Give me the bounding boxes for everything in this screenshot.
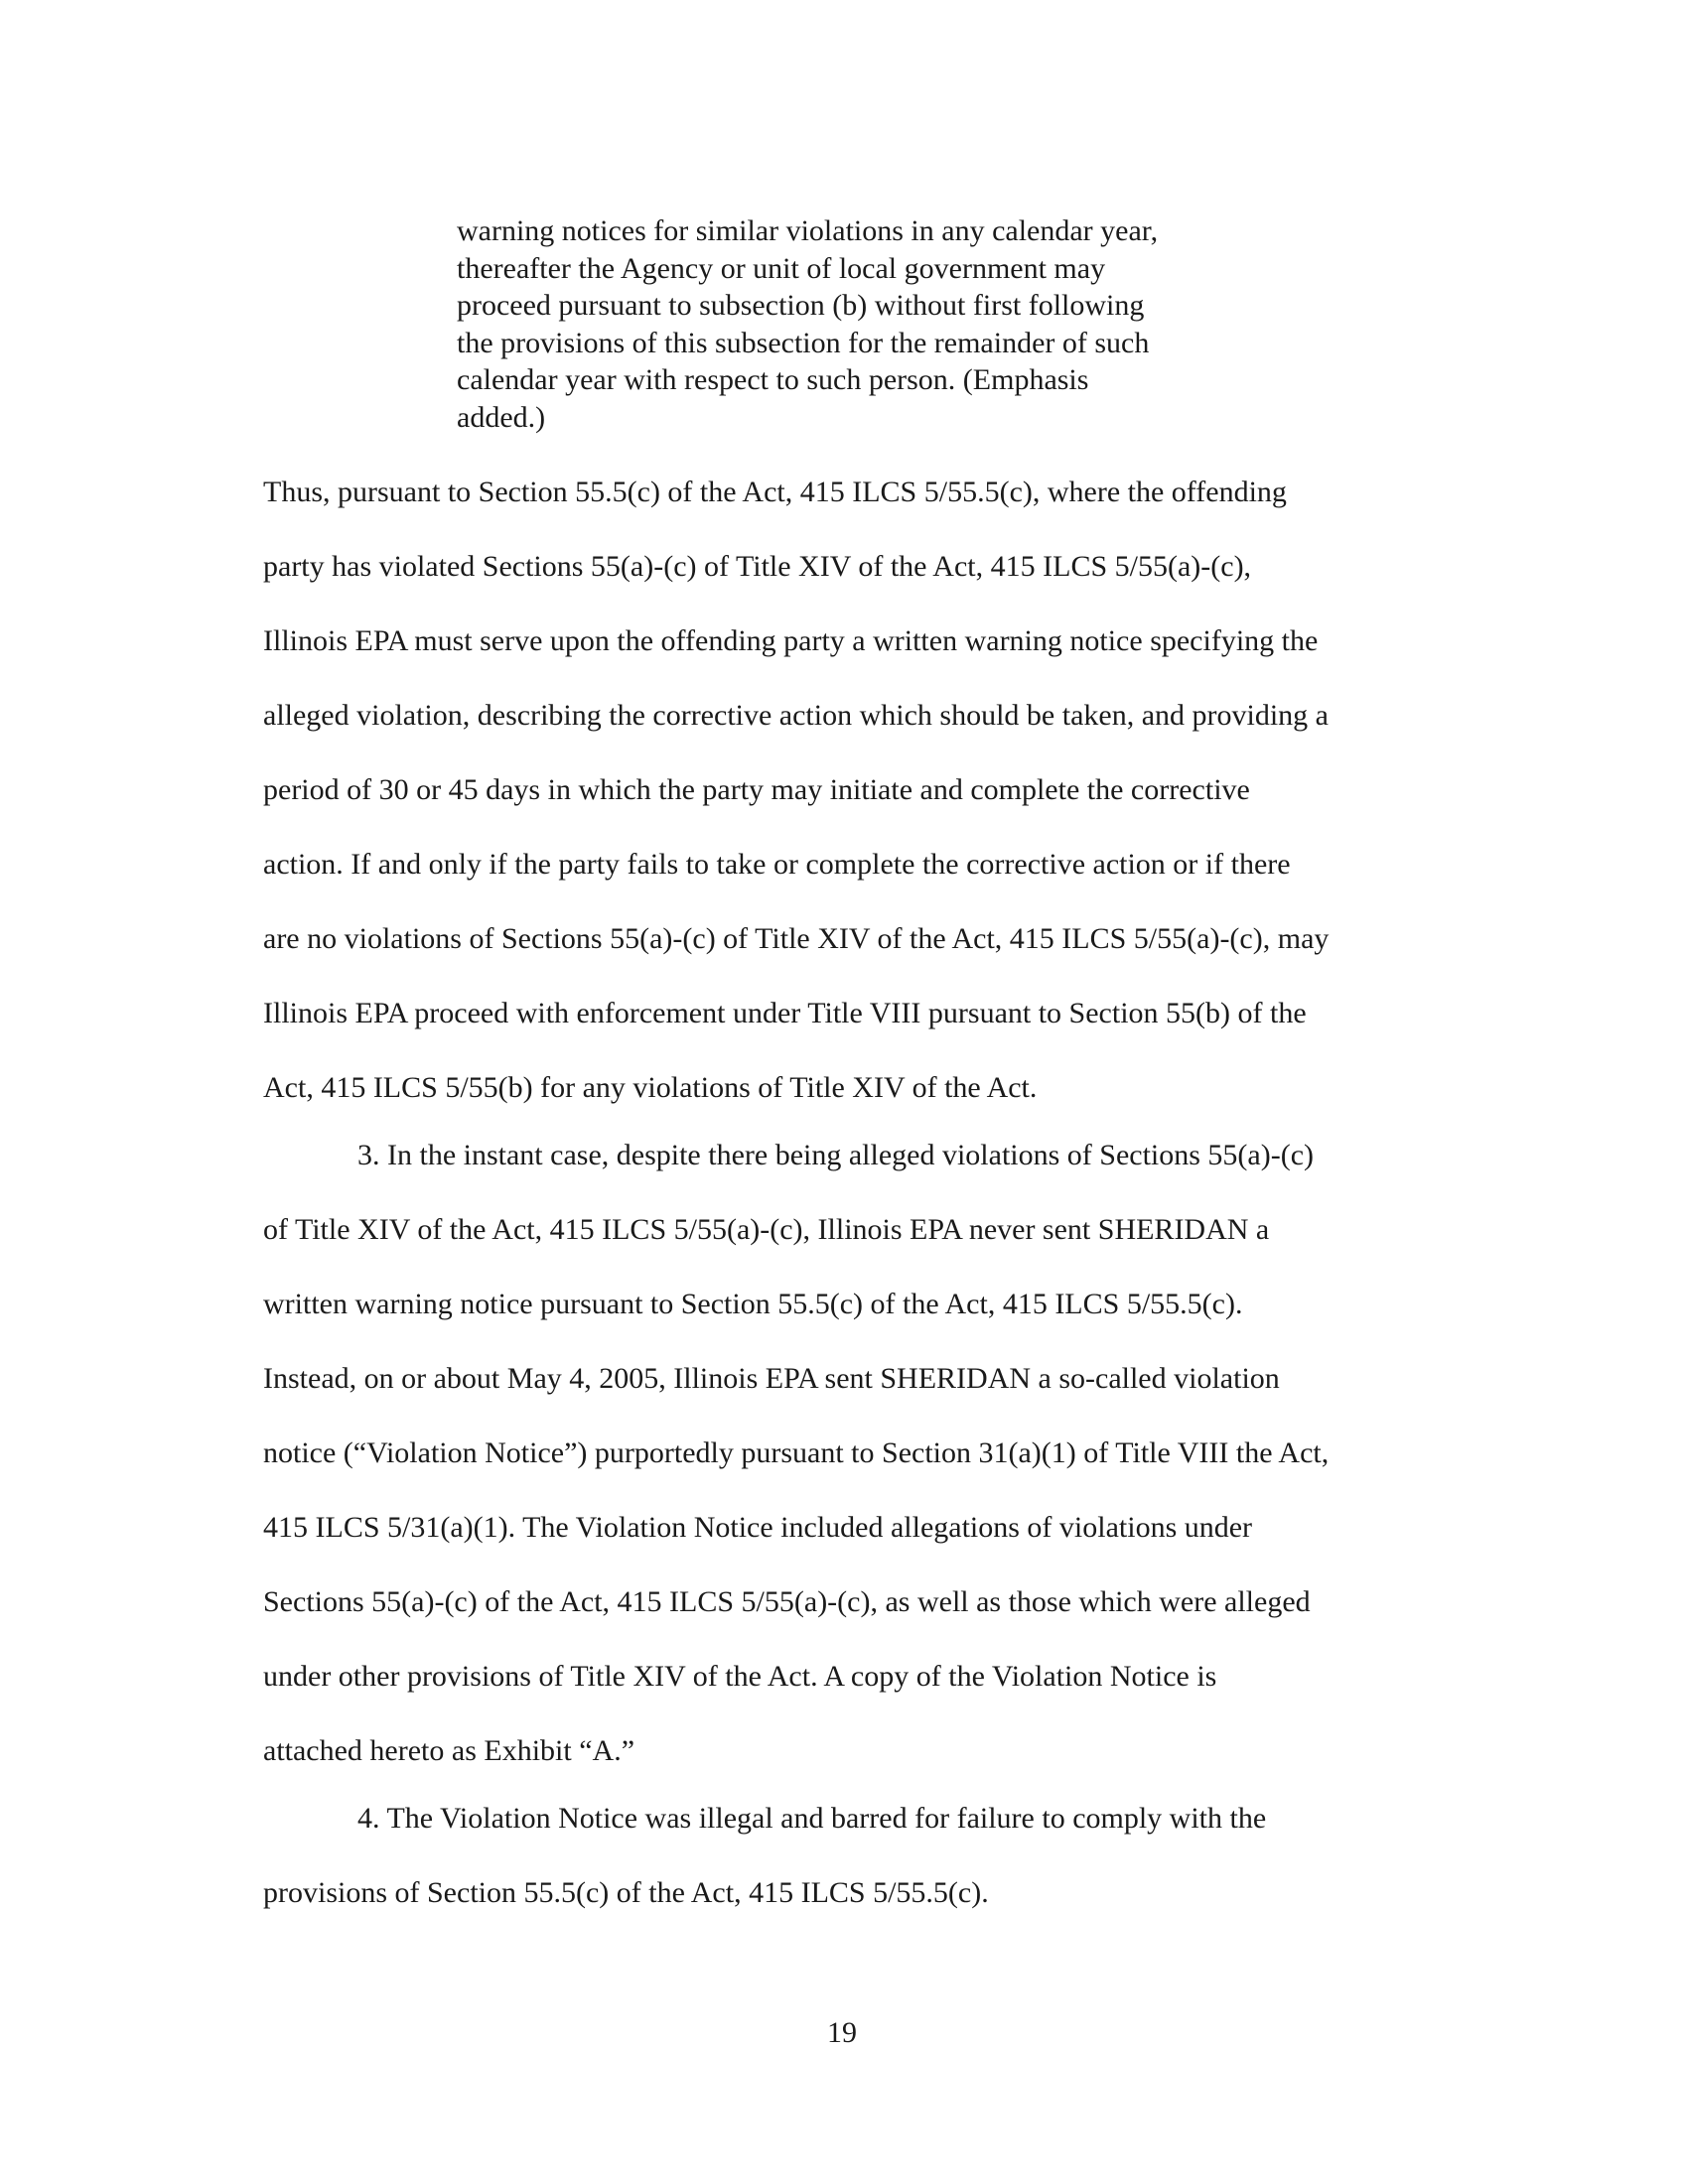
block-quote	[457, 212, 1251, 436]
paragraph-line: action. If and only if the party fails to take or complete the corrective action or if there	[263, 848, 1291, 881]
paragraph-line: are no violations of Sections 55(a)-(c) of Title XIV of the Act, 415 ILCS 5/55(a)-(c), may	[263, 922, 1330, 955]
paragraph-line: written warning notice pursuant to Section 55.5(c) of the Act, 415 ILCS 5/55.5(c).	[263, 1288, 1243, 1320]
paragraph-line: Sections 55(a)-(c) of the Act, 415 ILCS 5/55(a)-(c), as well as those which were alleged	[263, 1585, 1311, 1618]
quote-line: calendar year with respect to such person. (Emphasis	[457, 363, 1089, 396]
page-number: 19	[827, 2016, 857, 2049]
paragraph-line: Thus, pursuant to Section 55.5(c) of the Act, 415 ILCS 5/55.5(c), where the offending	[263, 476, 1287, 508]
paragraph-line: provisions of Section 55.5(c) of the Act, 415 ILCS 5/55.5(c).	[263, 1876, 989, 1909]
paragraph-line: attached hereto as Exhibit “A.”	[263, 1734, 635, 1767]
paragraph-line: notice (“Violation Notice”) purportedly pursuant to Section 31(a)(1) of Title VIII the Act,	[263, 1436, 1330, 1469]
paragraph-thus	[263, 455, 1455, 1125]
quote-line: added.)	[457, 400, 546, 434]
quote-line: the provisions of this subsection for the remainder of such	[457, 326, 1150, 359]
paragraph-line: 3. In the instant case, despite there being alleged violations of Sections 55(a)-(c)	[357, 1139, 1315, 1171]
paragraph-line: under other provisions of Title XIV of the Act. A copy of the Violation Notice is	[263, 1660, 1217, 1693]
paragraph-line: Act, 415 ILCS 5/55(b) for any violations of Title XIV of the Act.	[263, 1071, 1038, 1104]
paragraph-line: Instead, on or about May 4, 2005, Illinois EPA sent SHERIDAN a so-called violation	[263, 1362, 1280, 1395]
quote-line: warning notices for similar violations in any calendar year,	[457, 214, 1159, 247]
paragraph-4	[263, 1781, 1455, 1930]
paragraph-line: party has violated Sections 55(a)-(c) of Title XIV of the Act, 415 ILCS 5/55(a)-(c),	[263, 550, 1252, 583]
paragraph-line: period of 30 or 45 days in which the party may initiate and complete the corrective	[263, 773, 1250, 806]
paragraph-line: 415 ILCS 5/31(a)(1). The Violation Notice included allegations of violations under	[263, 1511, 1253, 1544]
quote-line: thereafter the Agency or unit of local government may	[457, 251, 1106, 285]
paragraph-3	[263, 1118, 1455, 1788]
paragraph-line: Illinois EPA proceed with enforcement under Title VIII pursuant to Section 55(b) of the	[263, 997, 1307, 1029]
paragraph-line: 4. The Violation Notice was illegal and barred for failure to comply with the	[357, 1802, 1267, 1835]
paragraph-line: Illinois EPA must serve upon the offending party a written warning notice specifying the	[263, 624, 1319, 657]
paragraph-line: of Title XIV of the Act, 415 ILCS 5/55(a)-(c), Illinois EPA never sent SHERIDAN a	[263, 1213, 1270, 1246]
quote-line: proceed pursuant to subsection (b) without first following	[457, 289, 1145, 322]
paragraph-line: alleged violation, describing the corrective action which should be taken, and providing a	[263, 699, 1329, 732]
